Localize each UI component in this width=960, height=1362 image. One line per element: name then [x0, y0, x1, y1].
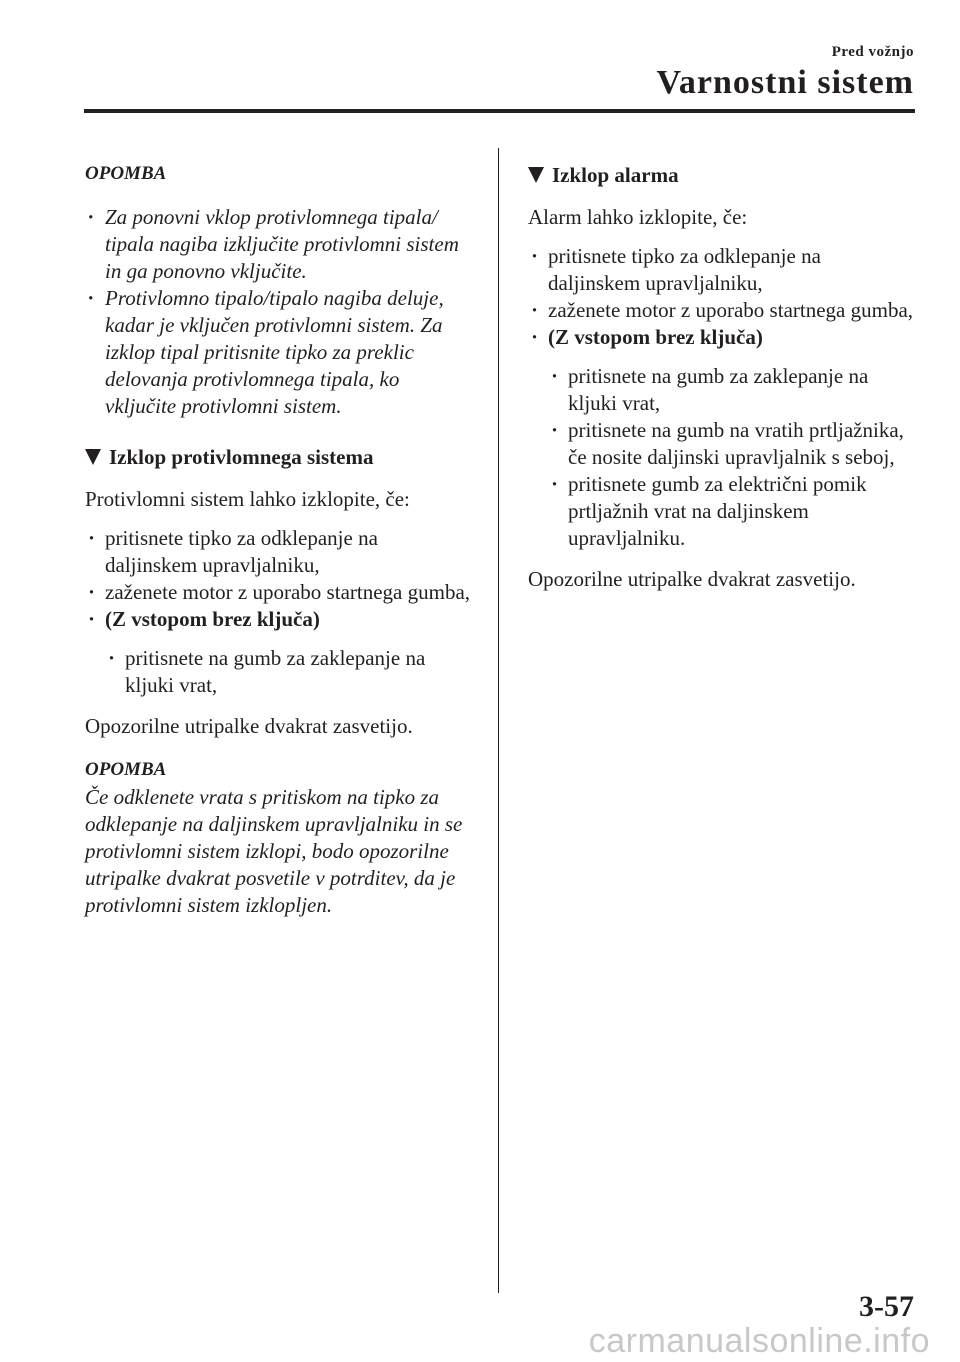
triangle-down-icon	[85, 449, 101, 465]
section-closing: Opozorilne utripalke dvakrat zasvetijo.	[85, 714, 413, 738]
sub-condition-item: · pritisnete na gumb na vratih prtljažnika, če nosite daljinski upravljalnik s seboj,	[528, 417, 914, 471]
section-intro: Protivlomni sistem lahko izklopite, če:	[85, 487, 410, 511]
section-heading-text: Izklop protivlomnega sistema	[109, 445, 374, 469]
sub-condition-list	[528, 363, 914, 552]
condition-list	[85, 525, 471, 633]
condition-item: · (Z vstopom brez ključa)	[85, 606, 471, 633]
page-title: Varnostni sistem	[656, 64, 914, 101]
section-closing: Opozorilne utripalke dvakrat zasvetijo.	[528, 567, 856, 591]
note-label: OPOMBA	[85, 163, 167, 184]
left-column	[85, 160, 471, 919]
section-heading	[528, 160, 914, 190]
chapter-label: Pred vožnjo	[831, 44, 914, 60]
sub-condition-item: · pritisnete na gumb za zaklepanje na kljuki vrat,	[85, 645, 471, 699]
condition-item: · zaženete motor z uporabo startnega gumba,	[85, 579, 471, 606]
condition-list	[528, 243, 914, 351]
note-list	[85, 204, 471, 420]
condition-item: · pritisnete tipko za odklepanje na daljinskem upravljalniku,	[85, 525, 471, 579]
condition-item: · (Z vstopom brez ključa)	[528, 324, 914, 351]
note-label: OPOMBA	[85, 759, 167, 780]
note-item: · Za ponovni vklop protivlomnega tipala/ tipala nagiba izključite protivlomni sistem in ga ponovno vključite.	[85, 204, 471, 285]
note-text: Če odklenete vrata s pritiskom na tipko za odklepanje na daljinskem upravljalniku in se protivlomni sistem izklopi, bodo opozorilne utripalke dvakrat posvetile v potrditev, da je protivlomni sistem izklopljen.	[85, 785, 463, 917]
sub-condition-item: · pritisnete gumb za električni pomik prtljažnih vrat na daljinskem upravljalniku.	[528, 471, 914, 552]
header-rule	[84, 109, 915, 113]
section-heading	[85, 442, 471, 472]
sub-condition-list	[85, 645, 471, 699]
watermark: carmanualsonline.info	[588, 1322, 930, 1360]
section-heading-text: Izklop alarma	[552, 163, 679, 187]
note-item: · Protivlomno tipalo/tipalo nagiba deluje, kadar je vključen protivlomni sistem. Za izklop tipal pritisnite tipko za preklic delovanja protivlomnega tipala, ko vključite protivlomni sistem.	[85, 285, 471, 420]
triangle-down-icon	[528, 167, 544, 183]
condition-item: · zaženete motor z uporabo startnega gumba,	[528, 297, 914, 324]
right-column	[528, 160, 914, 593]
sub-condition-item: · pritisnete na gumb za zaklepanje na kljuki vrat,	[528, 363, 914, 417]
column-divider	[498, 148, 499, 1293]
page-number: 3-57	[859, 1290, 914, 1323]
section-intro: Alarm lahko izklopite, če:	[528, 205, 748, 229]
condition-item: · pritisnete tipko za odklepanje na daljinskem upravljalniku,	[528, 243, 914, 297]
